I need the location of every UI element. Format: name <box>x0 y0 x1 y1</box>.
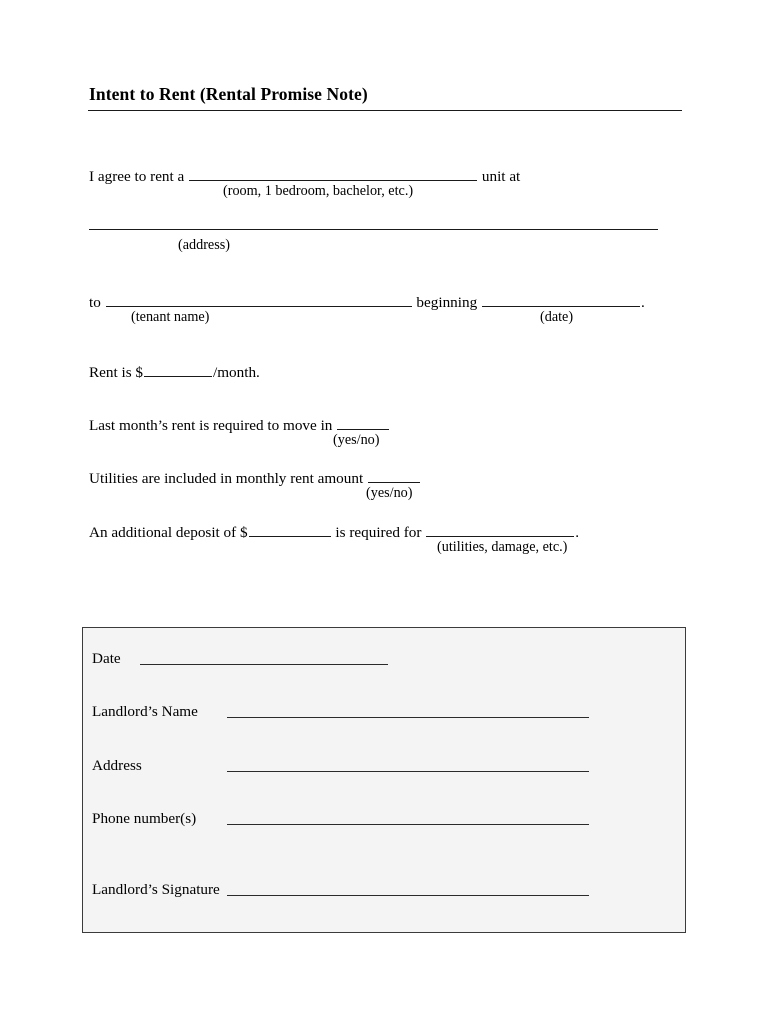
landlord-address-blank[interactable] <box>227 771 589 772</box>
title-divider <box>88 110 682 111</box>
landlord-address-label: Address <box>92 757 142 774</box>
rent-amount-lead-text: Rent is $ <box>89 363 144 381</box>
landlord-name-label: Landlord’s Name <box>92 703 198 720</box>
start-date-hint: (date) <box>540 309 574 325</box>
date-label: Date <box>92 650 121 667</box>
landlord-name-blank[interactable] <box>227 717 589 718</box>
tenant-name-blank[interactable] <box>106 292 412 307</box>
start-date-blank[interactable] <box>482 292 640 307</box>
page-title: Intent to Rent (Rental Promise Note) <box>89 84 368 104</box>
rent-type-hint: (room, 1 bedroom, bachelor, etc.) <box>223 183 414 199</box>
last-month-rent-line <box>89 415 390 433</box>
landlord-details-box <box>82 627 686 933</box>
rent-type-line <box>89 166 520 184</box>
tenant-name-hint: (tenant name) <box>131 309 210 325</box>
date-blank[interactable] <box>140 664 388 665</box>
rent-type-trail-text: unit at <box>481 167 521 185</box>
address-hint: (address) <box>178 237 230 253</box>
tenant-date-line <box>89 292 645 310</box>
landlord-signature-blank[interactable] <box>227 895 589 896</box>
additional-deposit-hint: (utilities, damage, etc.) <box>437 539 568 555</box>
utilities-included-line <box>89 468 421 486</box>
rent-amount-line <box>89 362 260 380</box>
tenant-lead-text: to <box>89 293 101 311</box>
utilities-included-text: Utilities are included in monthly rent amount <box>89 469 364 487</box>
utilities-included-hint: (yes/no) <box>366 485 413 501</box>
rent-type-lead-text: I agree to rent a <box>89 167 185 185</box>
additional-deposit-line <box>89 522 579 540</box>
deposit-purpose-blank[interactable] <box>426 522 574 537</box>
rent-amount-trail-text: /month. <box>213 363 260 381</box>
landlord-phone-label: Phone number(s) <box>92 810 197 827</box>
tenant-date-period: . <box>640 293 645 311</box>
rent-type-blank[interactable] <box>189 166 477 181</box>
last-month-rent-text: Last month’s rent is required to move in <box>89 416 333 434</box>
landlord-phone-blank[interactable] <box>227 824 589 825</box>
landlord-signature-label: Landlord’s Signature <box>92 881 220 898</box>
additional-deposit-period: . <box>575 523 580 541</box>
last-month-rent-blank[interactable] <box>337 415 389 430</box>
utilities-included-blank[interactable] <box>368 468 420 483</box>
address-blank[interactable] <box>89 229 658 230</box>
last-month-rent-hint: (yes/no) <box>333 432 380 448</box>
additional-deposit-blank[interactable] <box>249 522 331 537</box>
deposit-required-for-text: is required for <box>335 523 422 541</box>
rent-amount-blank[interactable] <box>144 362 212 377</box>
beginning-text: beginning <box>416 293 478 311</box>
additional-deposit-lead-text: An additional deposit of $ <box>89 523 248 541</box>
